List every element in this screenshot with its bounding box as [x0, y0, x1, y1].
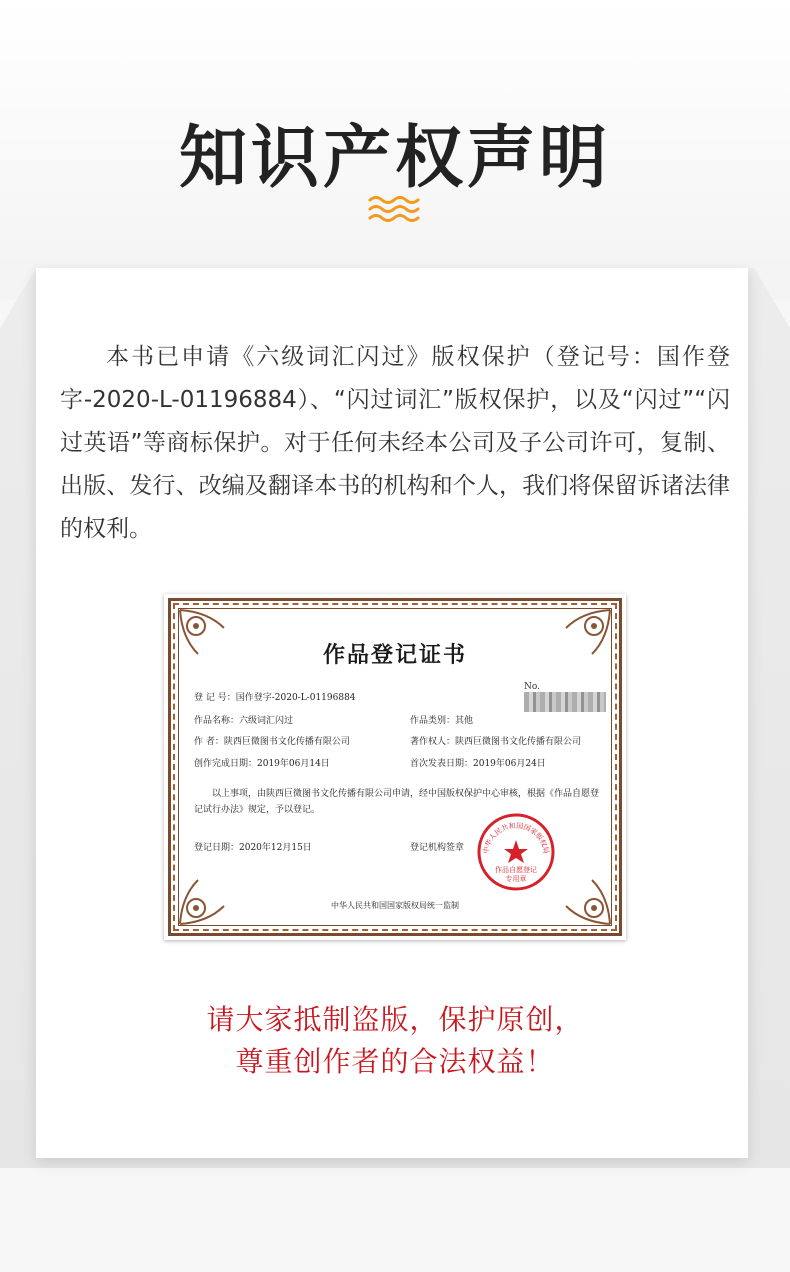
certificate-footer: 中华人民共和国国家版权局统一监制 — [331, 901, 459, 910]
field-reg-org: 登记机构签章 — [410, 843, 465, 853]
field-publish-date: 首次发表日期：2019年06月24日 — [410, 759, 546, 769]
registration-certificate — [164, 594, 626, 940]
certificate-title: 作品登记证书 — [322, 642, 467, 668]
field-category: 作品类别：其他 — [410, 716, 474, 726]
wave-icon — [368, 194, 422, 224]
seal-line2: 专用章 — [505, 875, 527, 883]
field-reg-no: 登 记 号：国作登字-2020-L-01196884 — [194, 693, 356, 703]
seal-top-text: 中华人民共和国国家版权局 — [481, 821, 551, 855]
field-completion-date: 创作完成日期：2019年06月14日 — [194, 759, 330, 769]
field-work-name: 作品名称：六级词汇闪过 — [194, 716, 294, 726]
field-author: 作 者：陕西巨微图书文化传播有限公司 — [194, 737, 350, 747]
certificate-body: 以上事项，由陕西巨微图书文化传播有限公司申请，经中国版权保护中心审核，根据《作品自愿登记试行办法》规定，予以登记。 — [194, 789, 600, 815]
field-reg-date: 登记日期：2020年12月15日 — [194, 843, 312, 853]
slogan-line-2: 尊重创作者的合法权益！ — [235, 1045, 555, 1078]
copyright-statement: 本书已申请《六级词汇闪过》版权保护（登记号：国作登字-2020-L-01196884）、“闪过词汇”版权保护，以及“闪过”“闪过英语”等商标保护。对于任何未经本公司及子公司许可，复制、出版、发行、改编及翻译本书的机构和个人，我们将保留诉诸法律的权利。 — [60, 344, 730, 542]
page-title: 知识产权声明 — [178, 119, 611, 198]
official-seal-icon — [476, 812, 556, 892]
certificate-number-label: No. — [524, 682, 540, 692]
slogan-line-1: 请大家抵制盗版，保护原创， — [206, 1003, 584, 1036]
certificate-number-redacted — [524, 692, 606, 712]
field-copyright-owner: 著作权人：陕西巨微图书文化传播有限公司 — [410, 737, 582, 747]
seal-line1: 作品自愿登记 — [495, 866, 537, 874]
